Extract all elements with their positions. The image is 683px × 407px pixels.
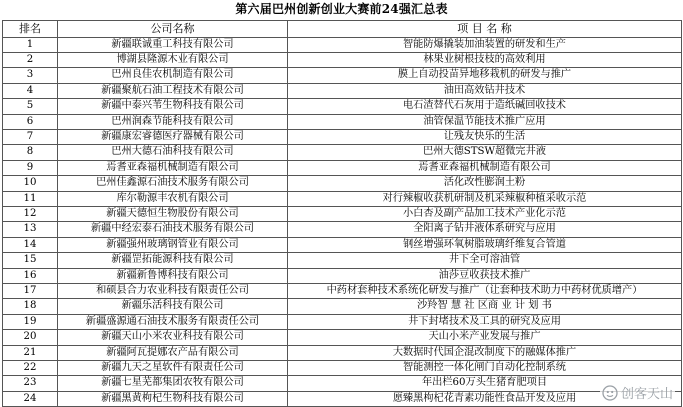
rank-cell: 20 xyxy=(3,330,58,345)
project-cell: 让残友快乐的生活 xyxy=(288,129,682,144)
table-row xyxy=(3,52,682,67)
table-row xyxy=(3,330,682,345)
project-cell: 智能防爆撬装加油装置的研发和生产 xyxy=(288,37,682,52)
company-cell: 库尔勒源丰农机有限公司 xyxy=(58,191,288,206)
table-row xyxy=(3,191,682,206)
project-cell: 天山小米产业发展与推广 xyxy=(288,330,682,345)
company-cell: 巴州润森节能科技有限公司 xyxy=(58,114,288,129)
table-row xyxy=(3,99,682,114)
watermark-text: 创客天山 xyxy=(620,387,673,402)
table-row xyxy=(3,391,682,406)
company-cell: 新疆阿瓦提娜农产品有限公司 xyxy=(58,345,288,360)
company-cell: 新疆中泰兴苇生物科技有限公司 xyxy=(58,99,288,114)
company-cell: 新疆中经宏泰石油技术服务有限公司 xyxy=(58,222,288,237)
table-title: 第六届巴州创新创业大赛前24强汇总表 xyxy=(235,2,448,16)
rank-cell: 16 xyxy=(3,268,58,283)
company-cell: 新疆九天之星软件有限责任公司 xyxy=(58,361,288,376)
rank-cell: 18 xyxy=(3,299,58,314)
project-cell: 油莎豆收获技术推广 xyxy=(288,268,682,283)
project-cell: 智能测控一体化闸门自动化控制系统 xyxy=(288,361,682,376)
table-row xyxy=(3,206,682,221)
company-cell: 新疆新鲁博科技有限公司 xyxy=(58,268,288,283)
rank-cell: 7 xyxy=(3,129,58,144)
rank-cell: 15 xyxy=(3,253,58,268)
project-cell: 林果业树根技枝的高效利用 xyxy=(288,52,682,67)
company-cell: 新疆聚航石油工程技术有限公司 xyxy=(58,83,288,98)
project-cell: 中药材套种技术系统化研发与推广（让套种技术助力中药材优质增产） xyxy=(288,284,682,299)
rank-cell: 24 xyxy=(3,391,58,406)
rank-cell: 6 xyxy=(3,114,58,129)
table-row xyxy=(3,253,682,268)
company-cell: 巴州大德石油科技有限公司 xyxy=(58,145,288,160)
rank-cell: 17 xyxy=(3,284,58,299)
table-row xyxy=(3,314,682,329)
project-cell: 钢丝增强环氧树脂玻璃纤维复合管道 xyxy=(288,237,682,252)
project-cell: 焉耆亚森福机械制造有限公司 xyxy=(288,160,682,175)
company-cell: 新疆康宏睿德医疗器械有限公司 xyxy=(58,129,288,144)
company-cell: 博湖县隆源木业有限公司 xyxy=(58,52,288,67)
project-cell: 小白杏及副产品加工技术产业化示范 xyxy=(288,206,682,221)
rank-cell: 9 xyxy=(3,160,58,175)
company-cell: 新疆强州玻璃钢管业有限公司 xyxy=(58,237,288,252)
project-cell: 对行辣椒收获机研制及机采辣椒种植采收示范 xyxy=(288,191,682,206)
table-row xyxy=(3,222,682,237)
company-cell: 新疆黑黄枸杞生物科技有限公司 xyxy=(58,391,288,406)
table-row xyxy=(3,83,682,98)
company-cell: 新疆乐活科技有限公司 xyxy=(58,299,288,314)
company-cell: 新疆天山小米农业科技有限公司 xyxy=(58,330,288,345)
company-cell: 新疆罡拓能源科技有限公司 xyxy=(58,253,288,268)
project-cell: 大数据时代国企混改制度下的融媒体推广 xyxy=(288,345,682,360)
project-cell: 沙羚智 慧 社 区商 业 计 划 书 xyxy=(288,299,682,314)
rank-cell: 2 xyxy=(3,52,58,67)
project-cell: 活化改性膨润土粉 xyxy=(288,176,682,191)
project-cell: 油管保温节能技术推广应用 xyxy=(288,114,682,129)
project-cell: 愿臻黑枸杞花青素功能性食品开发及应用 xyxy=(288,391,682,406)
rank-cell: 22 xyxy=(3,361,58,376)
project-cell: 膜上自动投苗异地移栽机的研发与推广 xyxy=(288,68,682,83)
rank-cell: 12 xyxy=(3,206,58,221)
company-cell: 焉耆亚森福机械制造有限公司 xyxy=(58,160,288,175)
project-cell: 井下封堵技术及工具的研究及应用 xyxy=(288,314,682,329)
project-cell: 年出栏60万头生猪育肥项目 xyxy=(288,376,682,391)
rank-cell: 10 xyxy=(3,176,58,191)
rank-cell: 19 xyxy=(3,314,58,329)
company-cell: 巴州良佳农机制造有限公司 xyxy=(58,68,288,83)
table-row xyxy=(3,68,682,83)
table-row xyxy=(3,376,682,391)
table-row xyxy=(3,145,682,160)
rank-cell: 4 xyxy=(3,83,58,98)
company-cell: 新疆七星芜都集团农牧有限公司 xyxy=(58,376,288,391)
header-company: 公司名称 xyxy=(58,21,288,38)
table-row xyxy=(3,284,682,299)
table-row xyxy=(3,129,682,144)
company-cell: 新疆联诚重工科技有限公司 xyxy=(58,37,288,52)
rank-cell: 11 xyxy=(3,191,58,206)
project-cell: 电石渣替代石灰用于造纸碱回收技术 xyxy=(288,99,682,114)
watermark xyxy=(600,383,675,402)
project-cell: 全阳离子钻井液体系研究与应用 xyxy=(288,222,682,237)
table-row xyxy=(3,37,682,52)
table-row xyxy=(3,160,682,175)
rank-cell: 14 xyxy=(3,237,58,252)
project-cell: 巴州大德STSW超微完井液 xyxy=(288,145,682,160)
table-row xyxy=(3,268,682,283)
company-cell: 和硕县合力农业科技有限责任公司 xyxy=(58,284,288,299)
rank-cell: 23 xyxy=(3,376,58,391)
rank-cell: 1 xyxy=(3,37,58,52)
project-cell: 油田高效钻井技术 xyxy=(288,83,682,98)
table-row xyxy=(3,361,682,376)
wechat-icon xyxy=(602,385,618,401)
rank-cell: 5 xyxy=(3,99,58,114)
company-cell: 新疆盛源通石油技术服务有限责任公司 xyxy=(58,314,288,329)
rank-cell: 3 xyxy=(3,68,58,83)
ranking-table xyxy=(2,20,682,407)
table-row xyxy=(3,345,682,360)
project-cell: 井下全可溶油管 xyxy=(288,253,682,268)
company-cell: 新疆天德恒生物股份有限公司 xyxy=(58,206,288,221)
table-row xyxy=(3,114,682,129)
table-row xyxy=(3,176,682,191)
rank-cell: 13 xyxy=(3,222,58,237)
table-row xyxy=(3,299,682,314)
header-rank: 排名 xyxy=(3,21,58,38)
table-header-row xyxy=(3,21,682,38)
company-cell: 巴州佳鑫源石油技术服务有限公司 xyxy=(58,176,288,191)
rank-cell: 21 xyxy=(3,345,58,360)
table-row xyxy=(3,237,682,252)
table-body xyxy=(3,37,682,407)
rank-cell: 8 xyxy=(3,145,58,160)
header-project: 项 目 名 称 xyxy=(288,21,682,38)
